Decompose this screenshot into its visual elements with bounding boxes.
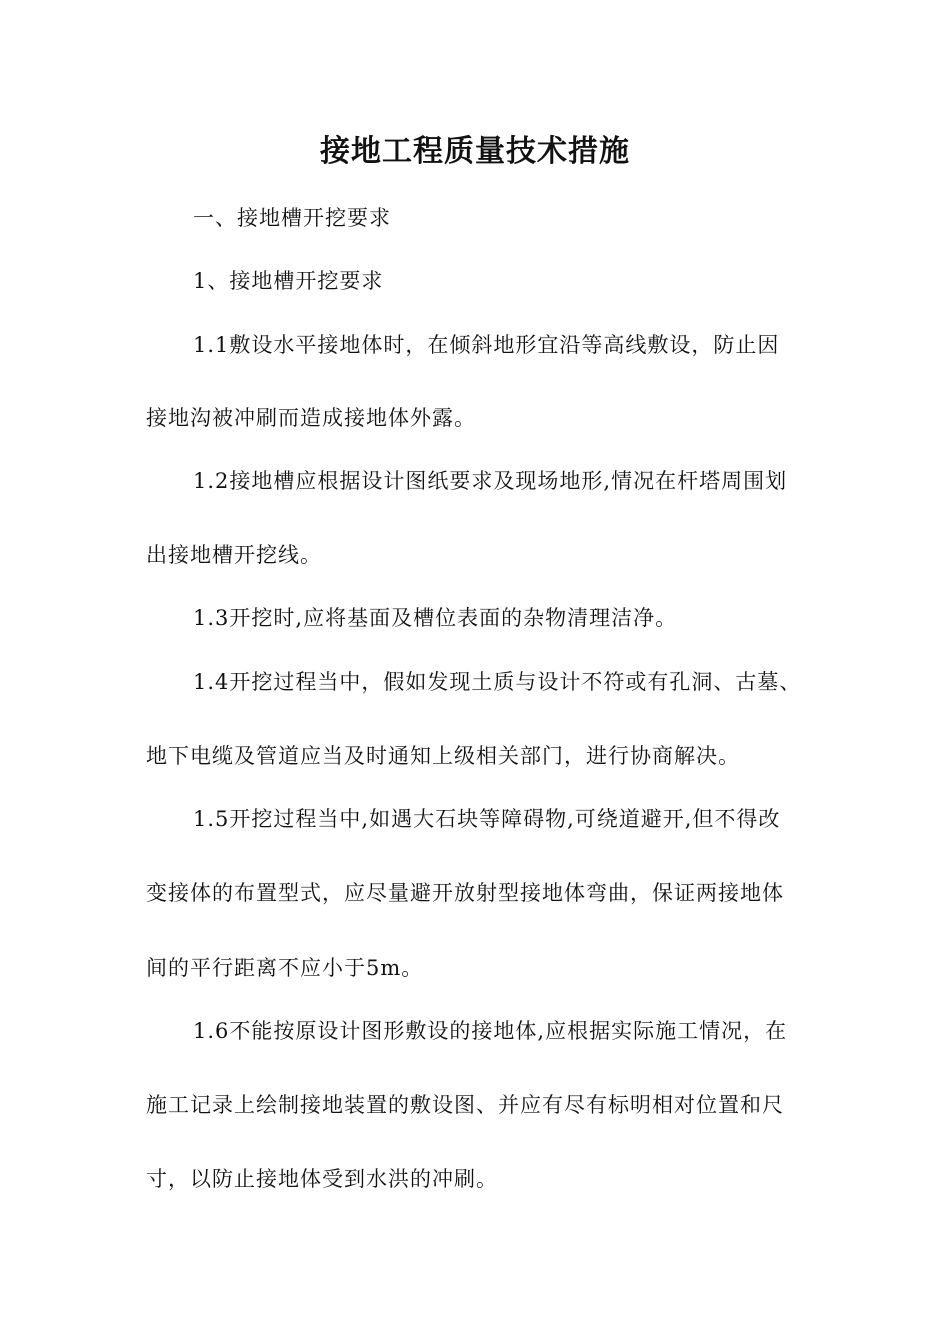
paragraph-line: 1.1敷设水平接地体时，在倾斜地形宜沿等高线敷设，防止因 [193,333,780,357]
paragraph-line: 1.2接地槽应根据设计图纸要求及现场地形,情况在杆塔周围划 [193,469,788,493]
document-title: 接地工程质量技术措施 [320,134,630,169]
paragraph-line: 间的平行距离不应小于5m。 [146,956,424,980]
paragraph-line: 1.5开挖过程当中,如遇大石块等障碍物,可绕道避开,但不得改 [193,807,781,831]
paragraph-line: 变接体的布置型式，应尽量避开放射型接地体弯曲，保证两接地体 [146,881,784,905]
paragraph-line: 1.6不能按原设计图形敷设的接地体,应根据实际施工情况，在 [193,1019,788,1043]
paragraph-line: 施工记录上绘制接地装置的敷设图、并应有尽有标明相对位置和尺 [146,1093,784,1117]
section-heading: 一、接地槽开挖要求 [193,206,391,230]
paragraph-line: 寸，以防止接地体受到水洪的冲刷。 [146,1167,498,1191]
paragraph-line: 地下电缆及管道应当及时通知上级相关部门，进行协商解决。 [146,744,740,768]
paragraph-line: 出接地槽开挖线。 [146,543,322,567]
paragraph-line: 1.3开挖时,应将基面及槽位表面的杂物清理洁净。 [193,606,678,630]
subsection-heading: 1、接地槽开挖要求 [193,269,384,293]
paragraph-line: 1.4开挖过程当中，假如发现土质与设计不符或有孔洞、古墓、 [193,670,802,694]
paragraph-line: 接地沟被冲刷而造成接地体外露。 [146,406,476,430]
